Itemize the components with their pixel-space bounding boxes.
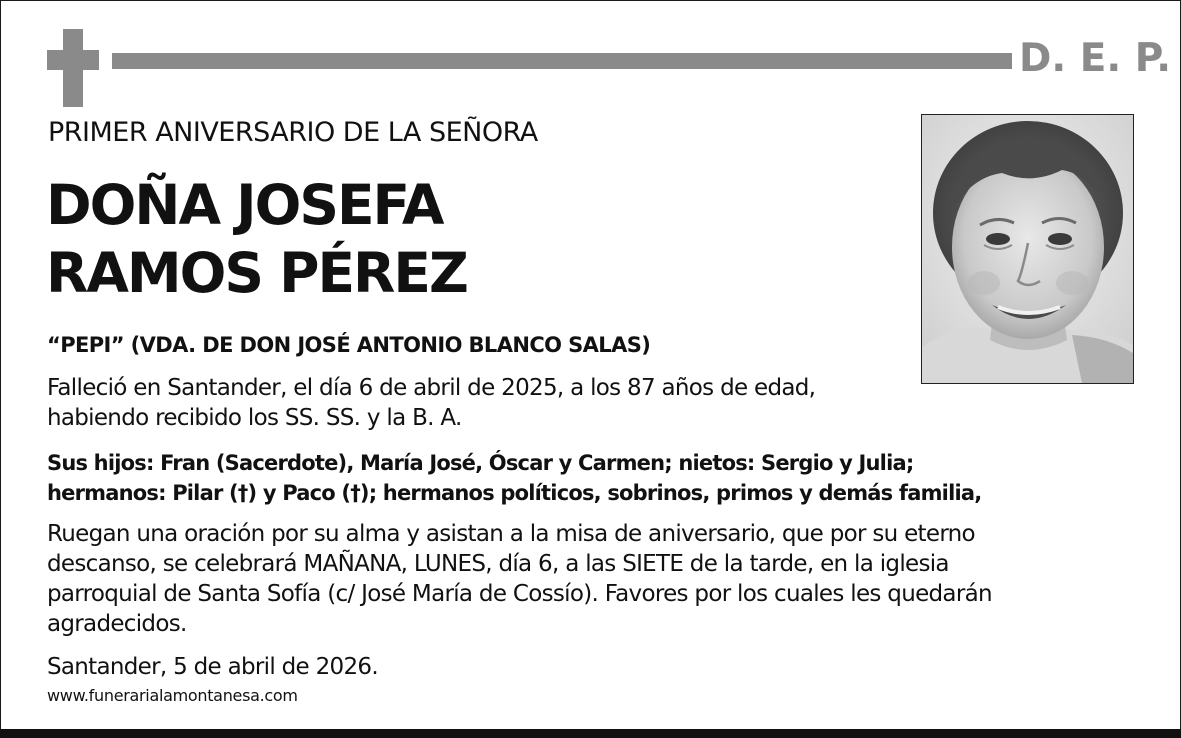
family-paragraph	[47, 448, 981, 508]
death-line: habiendo recibido los SS. SS. y la B. A.	[47, 405, 462, 431]
website-link[interactable]: www.funerarialamontanesa.com	[47, 686, 298, 705]
portrait-illustration	[922, 115, 1133, 383]
death-paragraph	[47, 373, 815, 433]
mass-paragraph	[47, 519, 992, 639]
deceased-name-line1: DOÑA JOSEFA	[46, 173, 443, 237]
place-date: Santander, 5 de abril de 2026.	[47, 654, 378, 680]
family-line: Sus hijos: Fran (Sacerdote), María José, Óscar y Carmen; nietos: Sergio y Julia;	[47, 451, 914, 475]
deceased-name-line2: RAMOS PÉREZ	[46, 241, 467, 305]
mass-line: Ruegan una oración por su alma y asistan a la misa de aniversario, que por su eterno	[47, 521, 975, 547]
family-line: hermanos: Pilar (†) y Paco (†); hermanos políticos, sobrinos, primos y demás familia,	[47, 481, 982, 505]
mass-line: descanso, se celebrará MAÑANA, LUNES, día 6, a las SIETE de la tarde, en la iglesia	[47, 551, 949, 577]
deceased-nickname: “PEPI” (VDA. DE DON JOSÉ ANTONIO BLANCO SALAS)	[47, 333, 651, 357]
bottom-bar	[0, 729, 1181, 738]
mass-line: agradecidos.	[47, 611, 187, 637]
notice-heading: PRIMER ANIVERSARIO DE LA SEÑORA	[48, 117, 538, 148]
death-line: Falleció en Santander, el día 6 de abril de 2025, a los 87 años de edad,	[47, 375, 816, 401]
portrait-photo	[921, 114, 1134, 384]
cross-icon-horizontal	[47, 50, 99, 70]
dep-label: D. E. P.	[1019, 36, 1172, 81]
mass-line: parroquial de Santa Sofía (c/ José María de Cossío). Favores por los cuales les quedarán	[47, 581, 992, 607]
header-rule	[112, 53, 1012, 69]
